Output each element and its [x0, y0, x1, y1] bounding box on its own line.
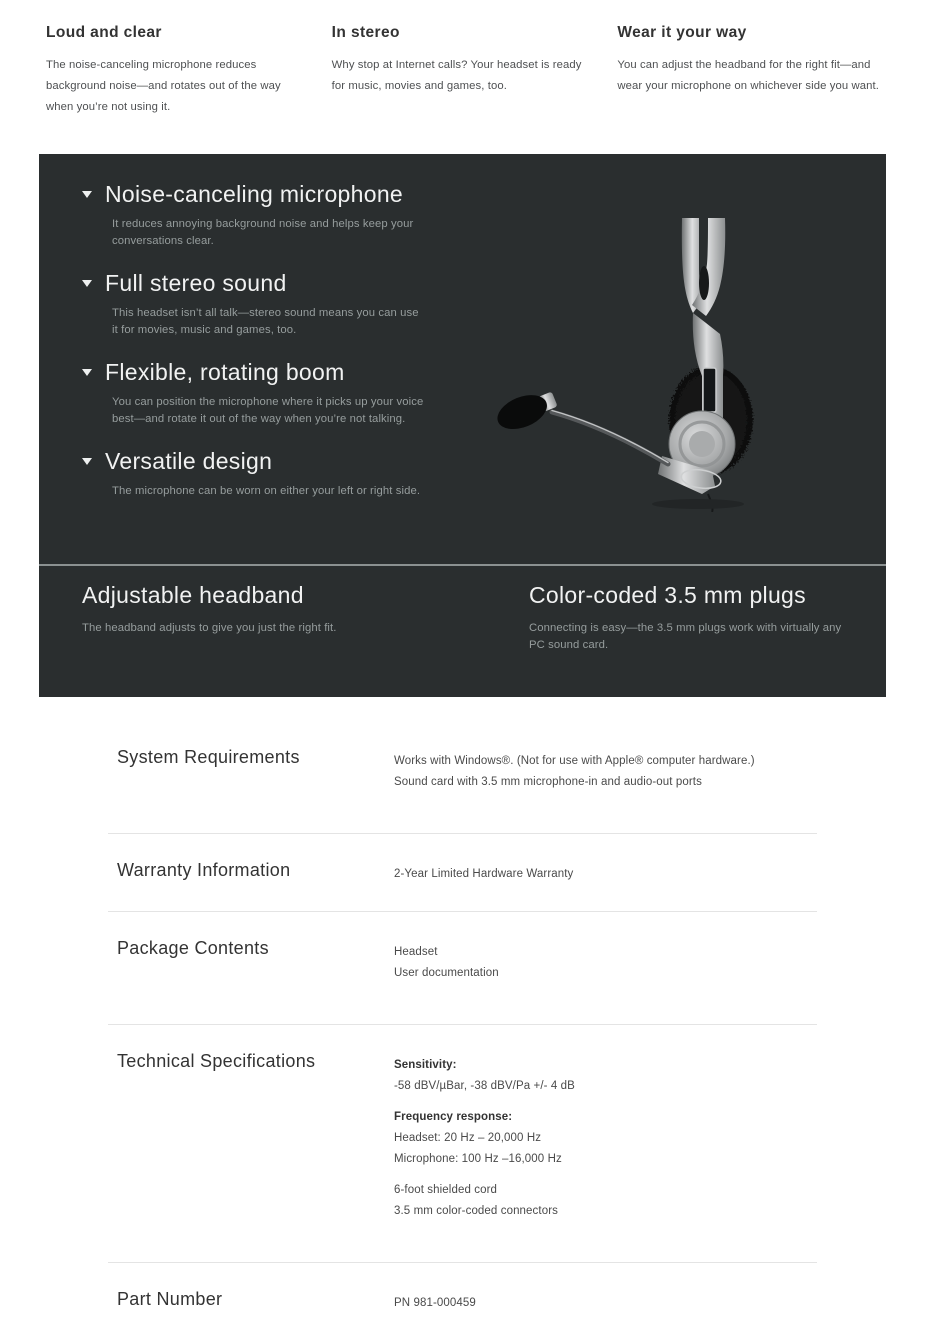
- banner-title: Color-coded 3.5 mm plugs: [529, 582, 806, 608]
- spec-row-technical-specifications: [108, 1025, 817, 1263]
- chevron-down-icon[interactable]: [82, 191, 92, 198]
- feature-body: You can position the microphone where it picks up your voice best—and rotate it out of the way when you’re not talking.: [112, 396, 424, 425]
- highlight-body: The noise-canceling microphone reduces background noise—and rotates out of the way when you’re not using it.: [46, 59, 281, 113]
- spec-line: 2-Year Limited Hardware Warranty: [394, 868, 574, 880]
- banner-body: The headband adjusts to give you just the right fit.: [82, 622, 337, 634]
- spec-label: Technical Specifications: [117, 1051, 316, 1071]
- highlight-body: Why stop at Internet calls? Your headset is ready for music, movies and games, too.: [331, 59, 582, 92]
- highlight-body: You can adjust the headband for the right fit—and wear your microphone on whichever side you want.: [617, 59, 879, 92]
- spec-label: Part Number: [117, 1289, 223, 1309]
- banner-color-coded-plugs: [529, 582, 859, 697]
- feature-body: This headset isn’t all talk—stereo sound means you can use it for movies, music and games, too.: [112, 307, 419, 336]
- highlight-title: Loud and clear: [46, 24, 162, 41]
- banner-title: Adjustable headband: [82, 582, 304, 608]
- spec-row-package-contents: [108, 912, 817, 1025]
- banner-adjustable-headband: [82, 582, 529, 697]
- spec-row-warranty-information: [108, 834, 817, 912]
- spec-line: 6-foot shielded cord: [394, 1184, 498, 1196]
- spec-line-sensitivity-label: Sensitivity:: [394, 1059, 457, 1071]
- highlight-wear-it-your-way: [617, 24, 879, 118]
- feature-noise-canceling-microphone: [82, 181, 482, 249]
- spec-line: Works with Windows®. (Not for use with Apple® computer hardware.): [394, 755, 755, 767]
- feature-title: Versatile design: [105, 448, 273, 474]
- feature-flexible-rotating-boom: [82, 359, 482, 427]
- specs-table: [108, 721, 817, 1340]
- feature-accordion-header[interactable]: [82, 359, 482, 386]
- chevron-down-icon[interactable]: [82, 458, 92, 465]
- highlight-in-stereo: [332, 24, 594, 118]
- spec-value: [394, 938, 499, 984]
- spec-row-part-number: [108, 1263, 817, 1340]
- spec-value: [394, 1051, 575, 1222]
- spec-line: PN 981-000459: [394, 1297, 476, 1309]
- highlights-section: [0, 0, 925, 118]
- spec-row-system-requirements: [108, 721, 817, 834]
- highlight-title: In stereo: [331, 24, 400, 41]
- feature-body: It reduces annoying background noise and helps keep your conversations clear.: [112, 218, 414, 247]
- spec-line: -58 dBV/µBar, -38 dBV/Pa +/- 4 dB: [394, 1080, 575, 1092]
- feature-versatile-design: [82, 448, 482, 500]
- highlight-title: Wear it your way: [617, 24, 747, 41]
- chevron-down-icon[interactable]: [82, 369, 92, 376]
- spec-label: System Requirements: [117, 747, 300, 767]
- spec-label: Warranty Information: [117, 860, 291, 880]
- feature-list: [82, 181, 482, 500]
- spec-value: [394, 747, 755, 793]
- feature-title: Noise-canceling microphone: [105, 181, 404, 207]
- spec-line: 3.5 mm color-coded connectors: [394, 1205, 558, 1217]
- feature-accordion-header[interactable]: [82, 270, 482, 297]
- spec-value: [394, 860, 573, 885]
- banner-body: Connecting is easy—the 3.5 mm plugs work with virtually any PC sound card.: [529, 622, 842, 651]
- headset-image: [468, 182, 884, 512]
- feature-accordion-section: [39, 154, 886, 564]
- spec-value: [394, 1289, 476, 1314]
- spec-line: Headset: 20 Hz – 20,000 Hz: [394, 1132, 542, 1144]
- spec-label: Package Contents: [117, 938, 269, 958]
- spec-line: Headset: [394, 946, 438, 958]
- spec-line-frequency-label: Frequency response:: [394, 1111, 513, 1123]
- feature-title: Full stereo sound: [105, 270, 287, 296]
- chevron-down-icon[interactable]: [82, 280, 92, 287]
- feature-full-stereo-sound: [82, 270, 482, 338]
- banner-section: [39, 564, 886, 697]
- spec-line: Sound card with 3.5 mm microphone-in and audio-out ports: [394, 776, 702, 788]
- feature-title: Flexible, rotating boom: [105, 359, 345, 385]
- feature-accordion-header[interactable]: [82, 448, 482, 475]
- highlight-loud-and-clear: [46, 24, 308, 118]
- spec-line: User documentation: [394, 967, 499, 979]
- feature-accordion-header[interactable]: [82, 181, 482, 208]
- spec-line: Microphone: 100 Hz –16,000 Hz: [394, 1153, 562, 1165]
- feature-body: The microphone can be worn on either your left or right side.: [112, 485, 421, 497]
